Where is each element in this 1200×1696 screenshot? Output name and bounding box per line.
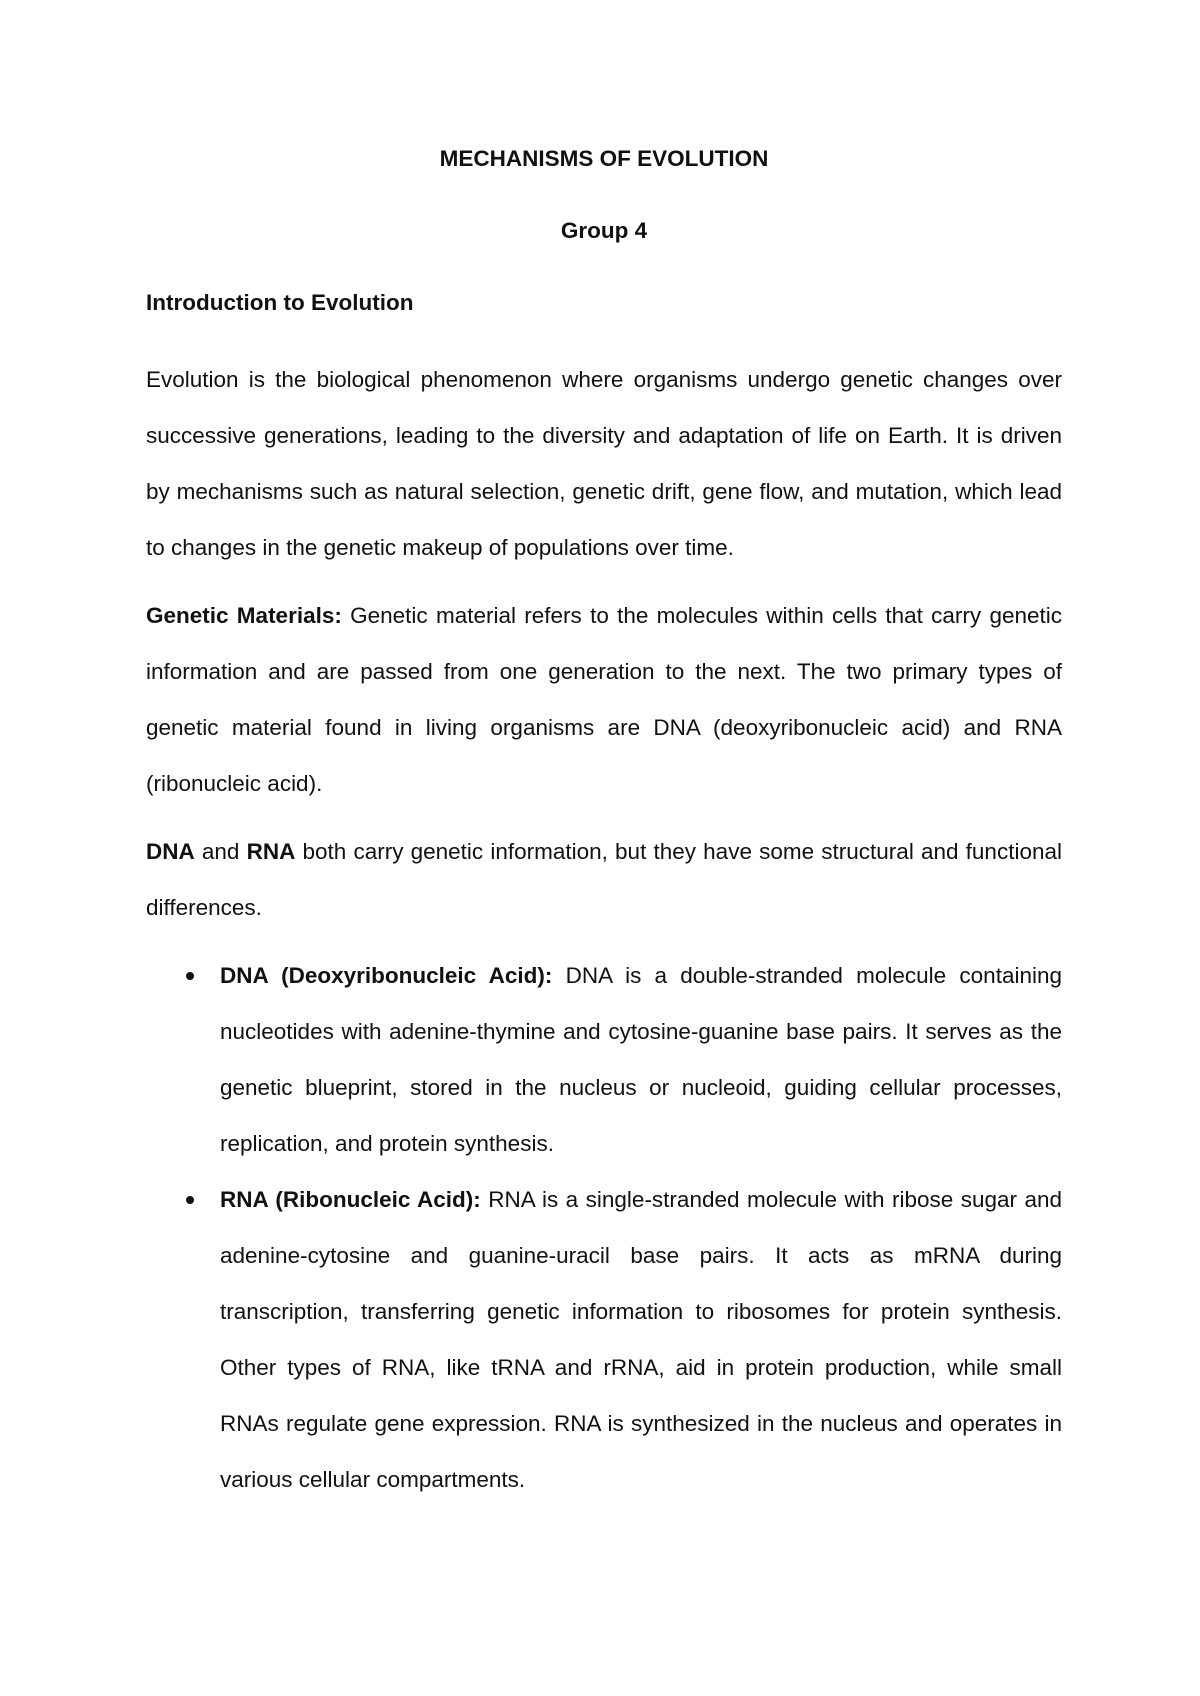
rna-label: RNA	[246, 839, 296, 864]
document-body	[146, 138, 1062, 1508]
list-item-dna	[146, 948, 1062, 1172]
document-title: MECHANISMS OF EVOLUTION	[439, 146, 769, 171]
list-item-label: DNA (Deoxyribonucleic Acid):	[220, 963, 553, 988]
dna-rna-text: both carry genetic information, but they have some structural and functional differences.	[146, 839, 1062, 920]
intro-paragraph: Evolution is the biological phenomenon where organisms undergo genetic changes over successive generations, leading to the diversity and adaptation of life on Earth. It is driven by mechanisms such as natural selection, genetic drift, gene flow, and mutation, which lead to changes in the genetic makeup of populations over time.	[146, 367, 1062, 560]
intro-heading: Introduction to Evolution	[146, 290, 414, 315]
list-item-rna	[146, 1172, 1062, 1508]
bullet-dot-icon	[186, 1196, 194, 1204]
genetic-materials-label: Genetic Materials:	[146, 603, 342, 628]
and-text: and	[194, 839, 247, 864]
genetic-materials-text: Genetic material refers to the molecules within cells that carry genetic information and are passed from one generation to the next. The two primary types of genetic material found in living organisms are DNA (deoxyribonucleic acid) and RNA (ribonucleic acid).	[146, 603, 1062, 796]
dna-label: DNA	[146, 839, 195, 864]
list-item-text: RNA is a single-stranded molecule with ribose sugar and adenine-cytosine and guanine-uracil base pairs. It acts as mRNA during transcription, transferring genetic information to ribosomes for protein synthesis. Other types of RNA, like tRNA and rRNA, aid in protein production, while small RNAs regulate gene expression. RNA is synthesized in the nucleus and operates in various cellular compartments.	[220, 1187, 1062, 1492]
list-item-text: DNA is a double-stranded molecule containing nucleotides with adenine-thymine and cytosine-guanine base pairs. It serves as the genetic blueprint, stored in the nucleus or nucleoid, guiding cellular processes, replication, and protein synthesis.	[220, 963, 1063, 1156]
group-label: Group 4	[560, 218, 648, 243]
list-item-label: RNA (Ribonucleic Acid):	[220, 1187, 481, 1212]
genetic-materials-paragraph	[146, 588, 1062, 812]
bullet-dot-icon	[186, 972, 194, 980]
dna-rna-paragraph	[146, 824, 1062, 936]
bullet-list	[146, 948, 1062, 1508]
